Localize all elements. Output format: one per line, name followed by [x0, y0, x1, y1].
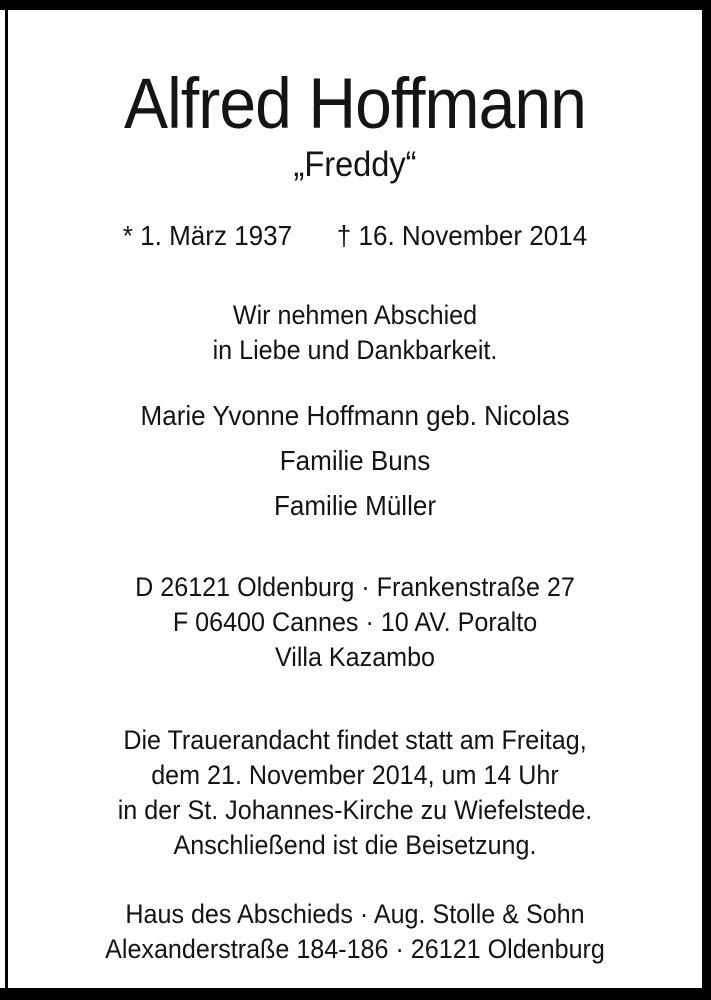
farewell-line: Wir nehmen Abschied: [232, 300, 478, 330]
service-info-block: [32, 723, 677, 863]
mourners-list: [32, 399, 677, 523]
farewell-line: in Liebe und Dankbarkeit.: [212, 335, 498, 365]
frame-border-left: [5, 8, 8, 990]
address-line: Villa Kazambo: [274, 642, 436, 672]
address-block: [32, 570, 677, 675]
frame-border-right: [702, 0, 711, 1000]
funeral-home-line: Alexanderstraße 184-186 · 26121 Oldenburg: [105, 934, 605, 964]
mourner-line: Familie Buns: [279, 445, 431, 476]
service-line: in der St. Johannes-Kirche zu Wiefelstede.: [117, 795, 593, 825]
frame-border-bottom: [0, 988, 711, 1000]
service-line: Die Trauerandacht findet statt am Freitag,: [123, 725, 587, 755]
farewell-message: [32, 298, 677, 368]
death-date: † 16. November 2014: [336, 220, 588, 251]
mourner-line: Marie Yvonne Hoffmann geb. Nicolas: [140, 400, 570, 431]
address-line: F 06400 Cannes · 10 AV. Poralto: [172, 607, 538, 637]
service-line: Anschließend ist die Beisetzung.: [173, 830, 537, 860]
birth-date: * 1. März 1937: [122, 220, 293, 251]
nickname: „Freddy“: [293, 145, 417, 184]
notice-content: [32, 10, 677, 988]
mourner-line: Familie Müller: [273, 490, 437, 521]
service-line: dem 21. November 2014, um 14 Uhr: [151, 760, 559, 790]
funeral-home-block: [32, 897, 677, 967]
address-line: D 26121 Oldenburg · Frankenstraße 27: [135, 572, 575, 602]
funeral-home-line: Haus des Abschieds · Aug. Stolle & Sohn: [125, 899, 585, 929]
life-dates: [32, 218, 677, 254]
frame-border-top: [0, 0, 711, 10]
deceased-name: Alfred Hoffmann: [124, 65, 586, 144]
